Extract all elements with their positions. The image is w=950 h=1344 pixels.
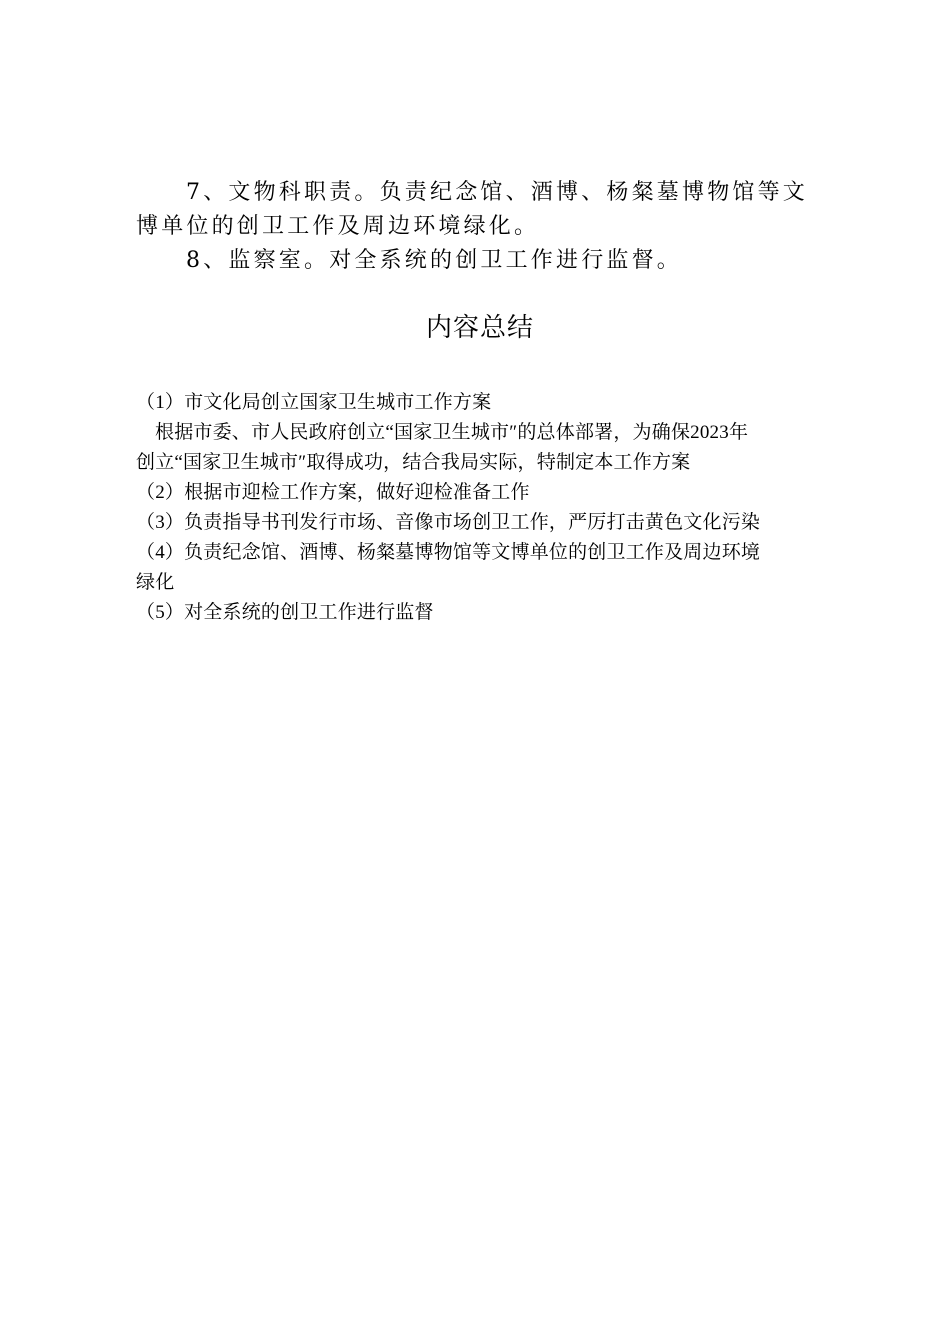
summary-paragraph-line-1: 根据市委、市人民政府创立“国家卫生城市″的总体部署，为确保2023年 [155, 422, 749, 443]
summary-paragraph-line-2: 创立“国家卫生城市″取得成功，结合我局实际，特制定本工作方案 [136, 452, 691, 473]
item-7-line-2: 博单位的创卫工作及周边环境绿化。 [136, 214, 540, 239]
item-7-line-1: 7、文物科职责。负责纪念馆、酒博、杨粲墓博物馆等文 [186, 180, 808, 205]
responsibilities-section [136, 176, 816, 278]
summary-item-4-line-1: （4）负责纪念馆、酒博、杨粲墓博物馆等文博单位的创卫工作及周边环境 [136, 542, 761, 563]
summary-section [136, 388, 820, 628]
summary-item-4-line-2: 绿化 [136, 572, 175, 593]
item-8: 8、监察室。对全系统的创卫工作进行监督。 [186, 248, 682, 273]
summary-item-5: （5）对全系统的创卫工作进行监督 [136, 602, 434, 623]
summary-item-3: （3）负责指导书刊发行市场、音像市场创卫工作，严厉打击黄色文化污染 [136, 512, 761, 533]
summary-item-1: （1）市文化局创立国家卫生城市工作方案 [136, 392, 492, 413]
summary-item-2: （2）根据市迎检工作方案，做好迎检准备工作 [136, 482, 530, 503]
summary-title: 内容总结 [425, 313, 534, 343]
